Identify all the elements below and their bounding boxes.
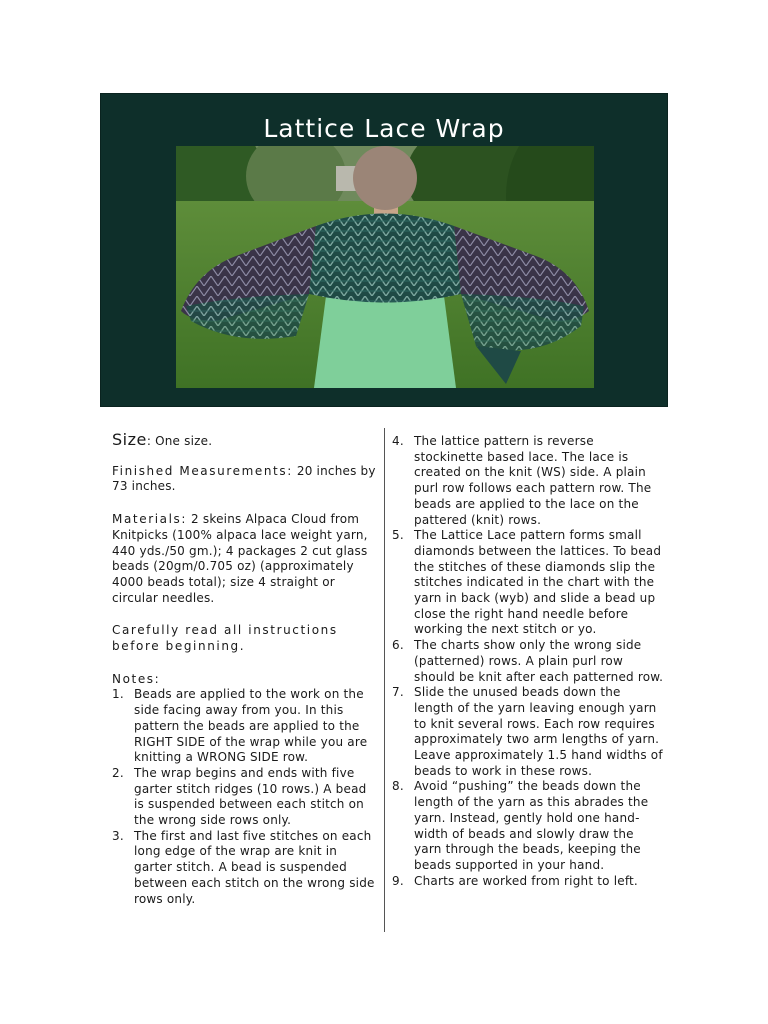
list-item-text: The lattice pattern is reverse stockinette based lace. The lace is created on the knit (WS) side. A plain purl row follows each pattern row. The beads are applied to the lace on the pattered (knit) rows.	[414, 434, 652, 527]
list-item-number: 7.	[392, 685, 404, 700]
list-item	[112, 766, 376, 829]
list-item-number: 5.	[392, 528, 404, 543]
list-item-text: Slide the unused beads down the length of the yarn leaving enough yarn to knit several rows. Each row requires approximately two arm lengths of yarn. Leave approximately 1.5 hand widths of beads to work in these rows.	[414, 685, 663, 778]
list-item	[392, 685, 664, 779]
list-item	[112, 687, 376, 766]
list-item-number: 6.	[392, 638, 404, 653]
list-item-number: 8.	[392, 779, 404, 794]
list-item-text: The wrap begins and ends with five garter stitch ridges (10 rows.) A bead is suspended between each stitch on the wrong side rows only.	[134, 765, 367, 828]
finished-label: Finished Measurements:	[112, 463, 293, 478]
list-item	[392, 874, 664, 890]
size-line	[112, 432, 376, 450]
notes-list-left	[112, 687, 376, 907]
photo-woman-wearing-lace-wrap-icon	[176, 146, 594, 388]
list-item-number: 1.	[112, 687, 124, 702]
list-item-number: 4.	[392, 434, 404, 448]
list-item-number: 3.	[112, 828, 124, 843]
materials-label: Materials:	[112, 512, 188, 527]
list-item	[392, 638, 664, 685]
size-value: : One size.	[146, 434, 213, 448]
list-item-number: 9.	[392, 873, 404, 888]
right-column	[392, 434, 664, 889]
finished-value: 20 inches by 73 inches.	[112, 463, 376, 494]
list-item-text: Charts are worked from right to left.	[414, 873, 638, 888]
list-item-text: The first and last five stitches on each long edge of the wrap are knit in garter stitch. A bead is suspended between each stitch on the wrong side rows only.	[134, 828, 375, 906]
list-item	[392, 528, 664, 638]
careful-note: Carefully read all instructions before beginning.	[112, 623, 338, 654]
page-title: Lattice Lace Wrap	[263, 114, 505, 143]
list-item-text: Avoid “pushing” the beads down the length of the yarn as this abrades the yarn. Instead, gently hold one hand-width of beads and slowly draw the yarn through the beads, keeping the beads supported in your hand.	[414, 779, 649, 872]
column-divider	[384, 428, 385, 932]
list-item-text: Beads are applied to the work on the side facing away from you. In this pattern the beads are applied to the RIGHT SIDE of the wrap while you are knitting a WRONG SIDE row.	[134, 687, 368, 765]
list-item	[112, 829, 376, 908]
list-item	[392, 434, 664, 528]
materials	[112, 512, 376, 606]
notes-label: Notes:	[112, 671, 161, 686]
notes-list-right	[392, 434, 664, 889]
list-item-text: The charts show only the wrong side (patterned) rows. A plain purl row should be knit after each patterned row.	[414, 638, 664, 684]
list-item	[392, 779, 664, 873]
finished-measurements	[112, 464, 376, 495]
left-column	[112, 432, 376, 907]
materials-value: 2 skeins Alpaca Cloud from Knitpicks (100% alpaca lace weight yarn, 440 yds./50 gm.); 4 packages 2 cut glass beads (20gm/0.705 oz) (approximately 4000 beads total); size 4 straight or circular needles.	[112, 512, 368, 605]
list-item-text: The Lattice Lace pattern forms small diamonds between the lattices. To bead the stitches of these diamonds slip the stitches indicated in the chart with the yarn in back (wyb) and slide a bead up close the right hand needle before working the next stitch or yo.	[414, 528, 662, 637]
size-label: Size	[112, 430, 147, 449]
list-item-number: 2.	[112, 765, 124, 780]
